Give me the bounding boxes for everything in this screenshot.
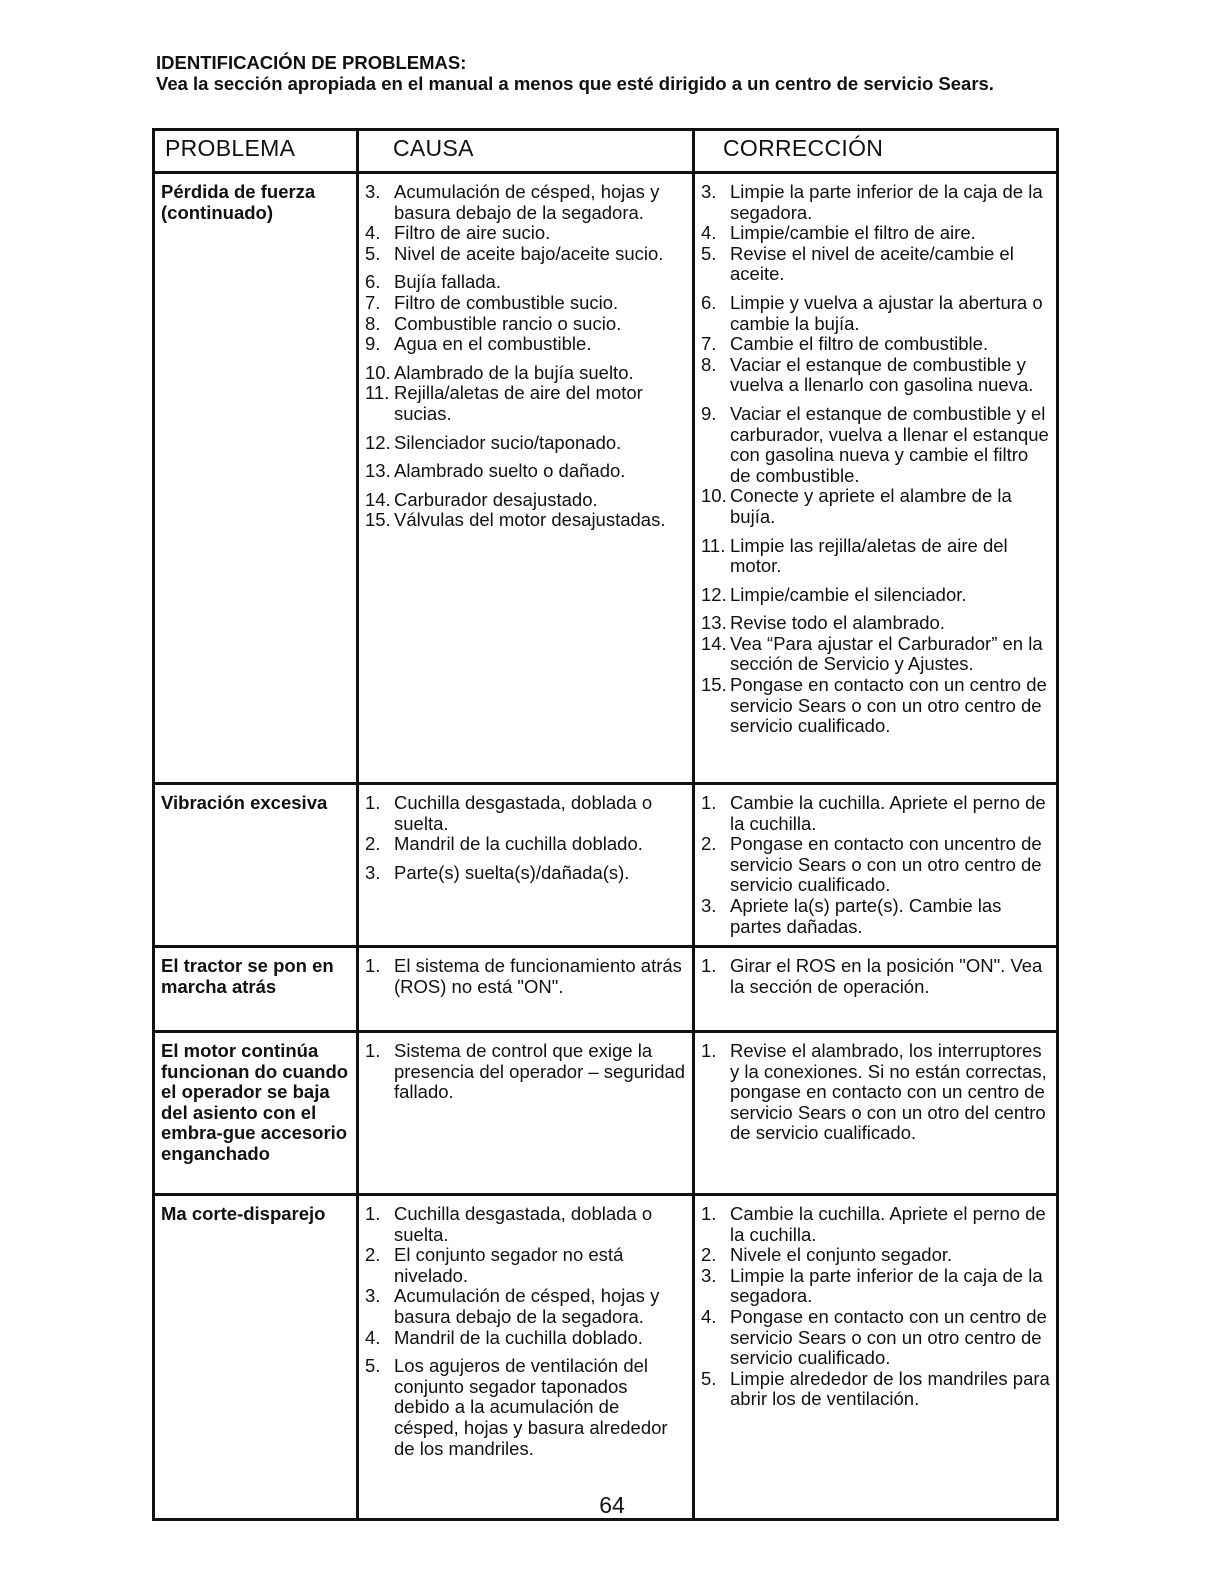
troubleshooting-table (152, 128, 1059, 1521)
page-title: IDENTIFICACIÓN DE PROBLEMAS: (156, 52, 467, 73)
cause-item (365, 1356, 688, 1459)
item-text: Limpie la parte inferior de la caja de la segadora. (730, 181, 1043, 223)
item-text: Mandril de la cuchilla doblado. (394, 833, 643, 855)
item-text: El sistema de funcionamiento atrás (ROS) no está "ON". (394, 955, 682, 997)
item-number: 11. (365, 382, 390, 404)
cause-item (365, 334, 688, 355)
item-number: 10. (365, 361, 391, 383)
item-number: 3. (365, 861, 381, 883)
problem-cell: Pérdida de fuerza (continuado) (154, 173, 358, 784)
item-number: 3. (365, 181, 381, 202)
table-row (154, 947, 1058, 1032)
item-number: 3. (701, 181, 717, 202)
item-text: Acumulación de césped, hojas y basura debajo de la segadora. (394, 181, 660, 223)
item-text: Cambie la cuchilla. Apriete el perno de la cuchilla. (730, 792, 1046, 834)
item-text: Pongase en contacto con un centro de servicio Sears o con un otro centro de servicio cualificado. (730, 674, 1047, 737)
item-text: Sistema de control que exige la presencia del operador – seguridad fallado. (394, 1040, 686, 1103)
correction-item (701, 634, 1052, 675)
item-text: Pongase en contacto con un centro de servicio Sears o con un otro centro de servicio cualificado. (730, 1305, 1047, 1369)
item-number: 12. (701, 583, 727, 605)
item-text: Parte(s) suelta(s)/dañada(s). (394, 861, 630, 883)
item-text: Acumulación de césped, hojas y basura debajo de la segadora. (394, 1285, 660, 1327)
item-number: 2. (365, 833, 381, 855)
item-number: 7. (365, 291, 381, 313)
table-row (154, 173, 1058, 784)
cause-cell (358, 784, 694, 947)
correction-item (701, 1204, 1052, 1245)
correction-item (701, 896, 1052, 937)
item-text: Los agujeros de ventilación del conjunto segador taponados debido a la acumulación de césped, hojas y basura alrededor de los mandriles. (394, 1355, 668, 1459)
correction-item (701, 1041, 1052, 1144)
item-number: 1. (701, 792, 717, 813)
correction-item (701, 1266, 1052, 1307)
correction-item (701, 1245, 1052, 1266)
item-text: Vea “Para ajustar el Carburador” en la sección de Servicio y Ajustes. (730, 632, 1043, 675)
page-number: 64 (599, 1492, 625, 1518)
cause-item (365, 314, 688, 335)
item-number: 2. (701, 833, 717, 855)
item-text: Válvulas del motor desajustadas. (394, 509, 666, 531)
item-number: 9. (701, 402, 717, 424)
item-text: Limpie/cambie el silenciador. (730, 583, 967, 605)
item-number: 15. (365, 509, 391, 531)
item-text: Mandril de la cuchilla doblado. (394, 1326, 643, 1348)
item-text: Cuchilla desgastada, doblada o suelta. (394, 792, 653, 834)
item-number: 3. (365, 1285, 381, 1307)
column-header-correction: CORRECCIÓN (694, 130, 1058, 173)
cause-item (365, 383, 688, 424)
item-text: Carburador desajustado. (394, 488, 598, 510)
item-number: 6. (365, 271, 381, 293)
item-text: Limpie/cambie el filtro de aire. (730, 222, 976, 244)
item-text: Alambrado suelto o dañado. (394, 460, 626, 482)
correction-cell (694, 947, 1058, 1032)
item-number: 5. (701, 1367, 717, 1389)
cause-item (365, 793, 688, 834)
cause-cell (358, 1032, 694, 1195)
correction-item (701, 956, 1052, 997)
cause-item (365, 433, 688, 454)
page-subtitle: Vea la sección apropiada en el manual a menos que esté dirigido a un centro de servicio Sears. (156, 73, 994, 94)
item-text: Alambrado de la bujía suelto. (394, 361, 634, 383)
correction-item (701, 355, 1052, 396)
item-number: 5. (701, 242, 717, 264)
problem-cell: El motor continúa funcionan do cuando el operador se baja del asiento con el embra-gue accesorio enganchado (154, 1032, 358, 1195)
item-number: 12. (365, 431, 391, 453)
item-number: 2. (701, 1244, 717, 1266)
item-number: 1. (365, 1040, 381, 1061)
table-row (154, 1032, 1058, 1195)
correction-cell (694, 784, 1058, 947)
cause-item (365, 461, 688, 482)
item-text: Nivele el conjunto segador. (730, 1244, 953, 1266)
item-number: 11. (701, 534, 726, 556)
item-number: 4. (701, 222, 717, 244)
correction-item (701, 675, 1052, 737)
item-number: 8. (701, 353, 717, 375)
correction-item (701, 486, 1052, 527)
item-number: 5. (365, 242, 381, 264)
table-row (154, 1195, 1058, 1520)
correction-cell (694, 1032, 1058, 1195)
item-number: 4. (365, 1326, 381, 1348)
item-number: 10. (701, 485, 727, 507)
cause-item (365, 510, 688, 531)
item-text: Cuchilla desgastada, doblada o suelta. (394, 1203, 653, 1245)
correction-item (701, 293, 1052, 334)
item-number: 15. (701, 674, 727, 696)
item-text: Filtro de combustible sucio. (394, 291, 619, 313)
item-text: Limpie y vuelva a ajustar la abertura o cambie la bujía. (730, 291, 1043, 334)
cause-item (365, 363, 688, 384)
cause-item (365, 1204, 688, 1245)
item-number: 14. (365, 488, 391, 510)
item-number: 9. (365, 333, 381, 355)
item-text: Cambie la cuchilla. Apriete el perno de la cuchilla. (730, 1203, 1046, 1245)
item-text: Limpie las rejilla/aletas de aire del motor. (730, 534, 1008, 577)
item-text: Revise el alambrado, los interruptores y la conexiones. Si no están correctas, pongase en contacto con un centro de servicio Sears o con un otro del centro de servicio cualificado. (730, 1040, 1047, 1144)
correction-cell (694, 1195, 1058, 1520)
correction-item (701, 536, 1052, 577)
cause-cell (358, 1195, 694, 1520)
correction-item (701, 834, 1052, 896)
item-number: 4. (701, 1305, 717, 1327)
cause-item (365, 223, 688, 244)
problem-cell: Ma corte-disparejo (154, 1195, 358, 1520)
item-number: 13. (701, 612, 727, 634)
item-number: 3. (701, 894, 717, 916)
correction-item (701, 334, 1052, 355)
item-number: 1. (365, 1203, 381, 1224)
correction-item (701, 613, 1052, 634)
problem-cell: El tractor se pon en marcha atrás (154, 947, 358, 1032)
cause-item (365, 272, 688, 293)
item-number: 1. (365, 955, 381, 976)
item-number: 5. (365, 1355, 381, 1377)
item-text: Cambie el filtro de combustible. (730, 333, 989, 355)
item-text: Limpie alrededor de los mandriles para abrir los de ventilación. (730, 1367, 1050, 1410)
item-text: Combustible rancio o sucio. (394, 312, 622, 334)
item-text: Apriete la(s) parte(s). Cambie las partes dañadas. (730, 894, 1002, 937)
correction-cell (694, 173, 1058, 784)
item-number: 1. (701, 1040, 717, 1061)
cause-item (365, 293, 688, 314)
correction-item (701, 244, 1052, 285)
item-text: El conjunto segador no está nivelado. (394, 1244, 624, 1286)
item-text: Silenciador sucio/taponado. (394, 431, 622, 453)
item-text: Filtro de aire sucio. (394, 222, 551, 244)
cause-item (365, 863, 688, 884)
correction-item (701, 404, 1052, 486)
item-text: Nivel de aceite bajo/aceite sucio. (394, 242, 664, 264)
item-text: Revise todo el alambrado. (730, 612, 945, 634)
item-text: Girar el ROS en la posición "ON". Vea la sección de operación. (730, 955, 1043, 997)
cause-item (365, 956, 688, 997)
item-text: Rejilla/aletas de aire del motor sucias. (394, 382, 643, 424)
item-number: 1. (365, 792, 381, 813)
item-text: Conecte y apriete el alambre de la bujía. (730, 485, 1012, 527)
item-number: 7. (701, 333, 717, 355)
page-header (156, 52, 1056, 94)
item-text: Vaciar el estanque de combustible y el carburador, vuelva a llenar el estanque con gasolina nueva y cambie el filtro de combustible. (730, 402, 1049, 486)
column-header-problem: PROBLEMA (154, 130, 358, 173)
item-text: Pongase en contacto con uncentro de servicio Sears o con un otro centro de servicio cualificado. (730, 833, 1042, 896)
item-text: Limpie la parte inferior de la caja de la segadora. (730, 1264, 1043, 1307)
correction-item (701, 585, 1052, 606)
item-text: Vaciar el estanque de combustible y vuelva a llenarlo con gasolina nueva. (730, 353, 1034, 396)
cause-item (365, 182, 688, 223)
item-number: 1. (701, 955, 717, 976)
cause-item (365, 244, 688, 265)
item-number: 2. (365, 1244, 381, 1266)
item-text: Revise el nivel de aceite/cambie el aceite. (730, 242, 1014, 285)
correction-item (701, 1307, 1052, 1369)
cause-item (365, 1328, 688, 1349)
item-number: 3. (701, 1264, 717, 1286)
cause-cell (358, 947, 694, 1032)
correction-item (701, 223, 1052, 244)
item-number: 4. (365, 222, 381, 244)
item-text: Bujía fallada. (394, 271, 501, 293)
item-number: 1. (701, 1203, 717, 1224)
cause-item (365, 490, 688, 511)
cause-cell (358, 173, 694, 784)
cause-item (365, 1041, 688, 1103)
item-number: 13. (365, 460, 391, 482)
correction-item (701, 793, 1052, 834)
item-text: Agua en el combustible. (394, 333, 592, 355)
column-header-cause: CAUSA (358, 130, 694, 173)
cause-item (365, 1245, 688, 1286)
table-header-row (154, 130, 1058, 173)
item-number: 6. (701, 291, 717, 313)
problem-cell: Vibración excesiva (154, 784, 358, 947)
cause-item (365, 834, 688, 855)
correction-item (701, 1369, 1052, 1410)
item-number: 14. (701, 632, 727, 654)
table-row (154, 784, 1058, 947)
cause-item (365, 1286, 688, 1327)
item-number: 8. (365, 312, 381, 334)
correction-item (701, 182, 1052, 223)
